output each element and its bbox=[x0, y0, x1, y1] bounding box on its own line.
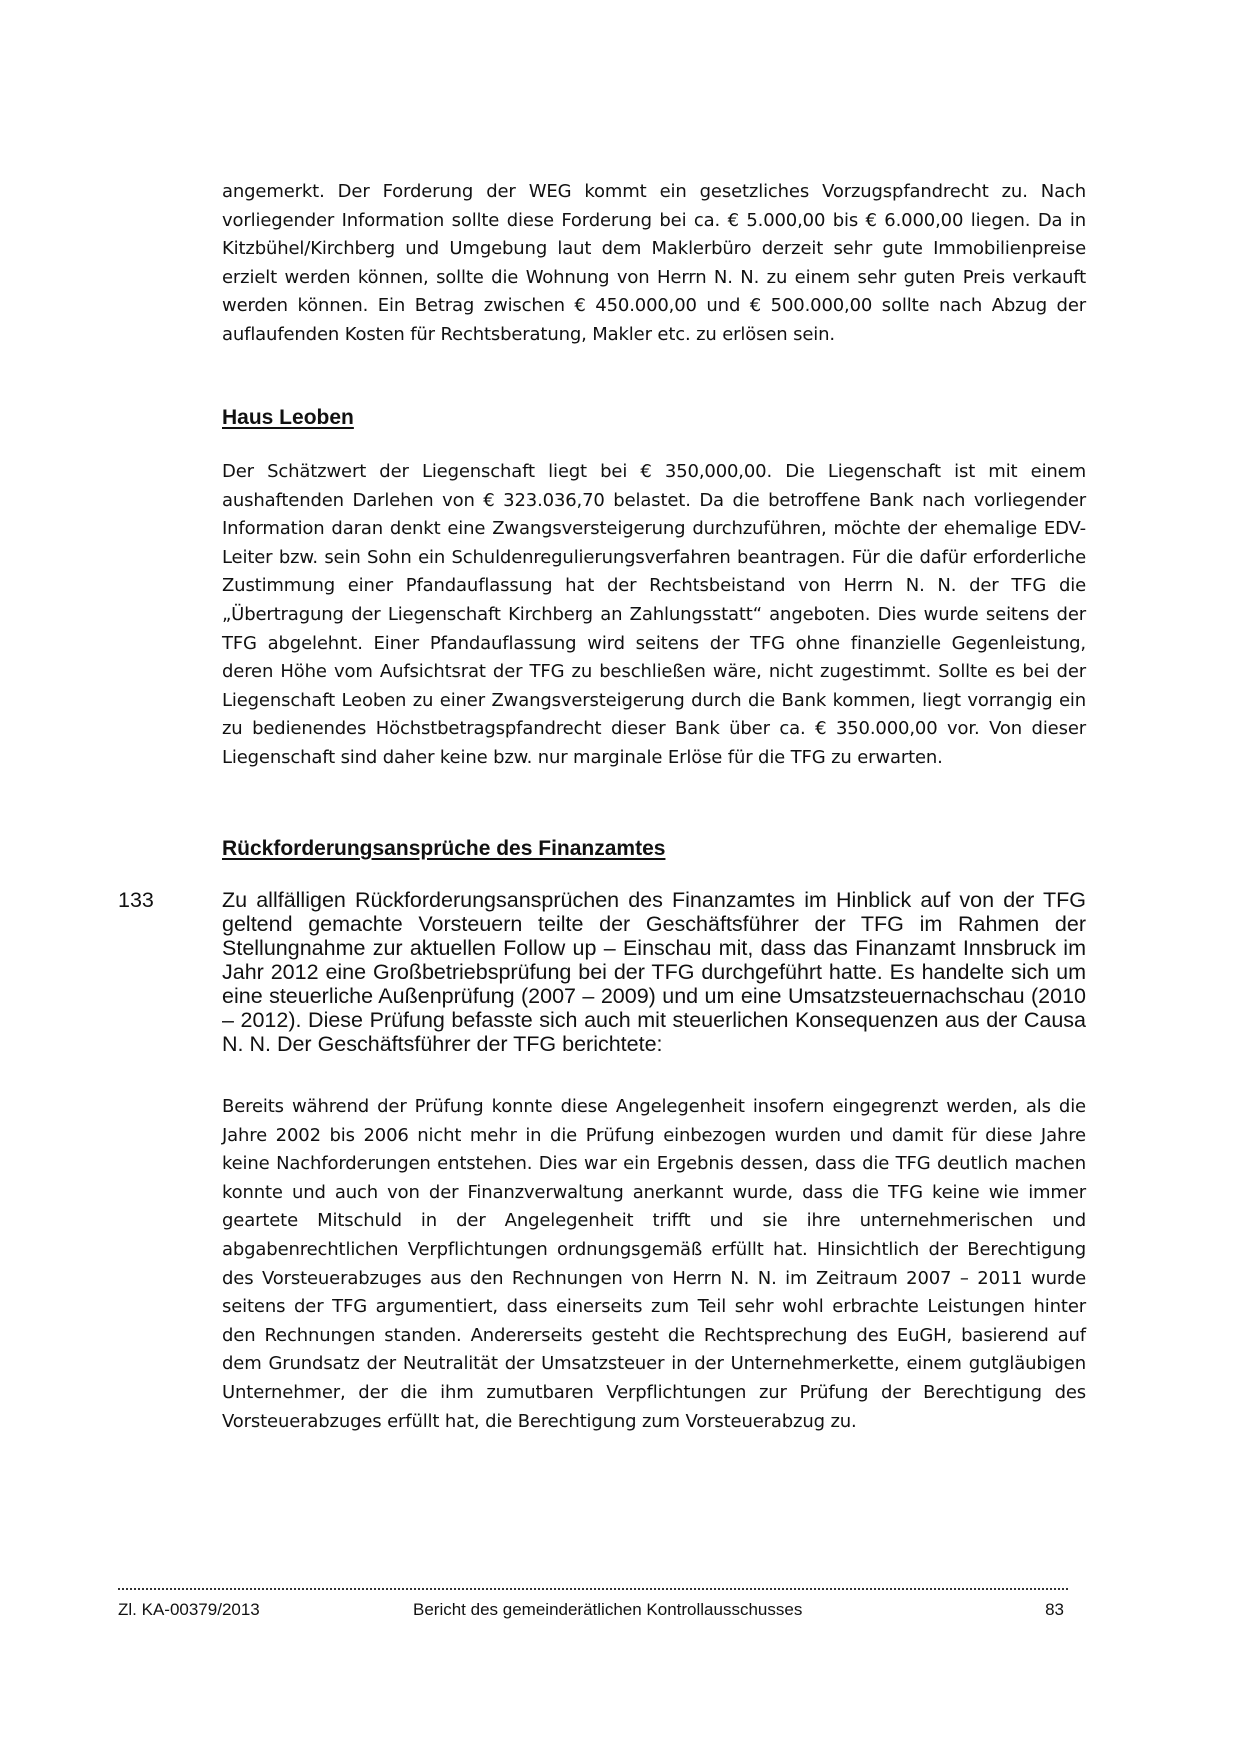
page-footer bbox=[118, 1600, 1068, 1624]
footer-title: Bericht des gemeinderätlichen Kontrollausschusses bbox=[413, 1600, 803, 1619]
footer-reference: Zl. KA-00379/2013 bbox=[118, 1600, 260, 1619]
haus-leoben-paragraph: Der Schätzwert der Liegenschaft liegt bei € 350,000,00. Die Liegenschaft ist mit einem aushaftenden Darlehen von € 323.036,70 belastet. Da die betroffene Bank nach vorliegender Information daran denkt eine Zwangsversteigerung durchzuführen, möchte der ehemalige EDV-Leiter bzw. sein Sohn ein Schuldenregulierungsverfahren beantragen. Für die dafür erforderliche Zustimmung einer Pfandauflassung hat der Rechtsbeistand von Herrn N. N. der TFG die „Übertragung der Liegenschaft Kirchberg an Zahlungsstatt“ angeboten. Dies wurde seitens der TFG abgelehnt. Einer Pfandauflassung wird seitens der TFG ohne finanzielle Gegenleistung, deren Höhe vom Aufsichtsrat der TFG zu beschließen wäre, nicht zugestimmt. Sollte es bei der Liegenschaft Leoben zu einer Zwangsversteigerung durch die Bank kommen, liegt vorrangig ein zu bedienendes Höchstbetragspfandrecht dieser Bank über ca. € 350.000,00 vor. Von dieser Liegenschaft sind daher keine bzw. nur marginale Erlöse für die TFG zu erwarten. bbox=[222, 461, 1086, 768]
paragraph-number: 133 bbox=[118, 888, 154, 912]
quoted-statement: Bereits während der Prüfung konnte diese Angelegenheit insofern eingegrenzt werden, als die Jahre 2002 bis 2006 nicht mehr in die Prüfung einbezogen wurden und damit für diese Jahre keine Nachforderungen entstehen. Dies war ein Ergebnis dessen, dass die TFG deutlich machen konnte und auch von der Finanzverwaltung anerkannt wurde, dass die TFG keine wie immer geartete Mitschuld in der Angelegenheit trifft und sie ihre unternehmerischen und abgabenrechtlichen Verpflichtungen ordnungsgemäß erfüllt hat. Hinsichtlich der Berechtigung des Vorsteuerabzuges aus den Rechnungen von Herrn N. N. im Zeitraum 2007 – 2011 wurde seitens der TFG argumentiert, dass einerseits zum Teil sehr wohl erbrachte Leistungen hinter den Rechnungen standen. Andererseits gesteht die Rechtsprechung des EuGH, basierend auf dem Grundsatz der Neutralität der Umsatzsteuer in der Unternehmerkette, einem gutgläubigen Unternehmer, der die ihm zumutbaren Verpflichtungen zur Prüfung der Berechtigung des Vorsteuerabzuges erfüllt hat, die Berechtigung zum Vorsteuerabzug zu. bbox=[222, 1096, 1086, 1432]
footer-divider bbox=[118, 1588, 1068, 1590]
footer-page-number: 83 bbox=[1045, 1600, 1064, 1619]
haus-leoben-heading: Haus Leoben bbox=[222, 406, 354, 429]
paragraph-133-text: Zu allfälligen Rückforderungsansprüchen des Finanzamtes im Hinblick auf von der TFG geltend gemachte Vorsteuern teilte der Geschäftsführer der TFG im Rahmen der Stellungnahme zur aktuellen Follow up – Einschau mit, dass das Finanzamt Innsbruck im Jahr 2012 eine Großbetriebsprüfung bei der TFG durchgeführt hatte. Es handelte sich um eine steuerliche Außenprüfung (2007 – 2009) und um eine Umsatzsteuernachschau (2010 – 2012). Diese Prüfung befasste sich auch mit steuerlichen Konsequenzen aus der Causa N. N. Der Geschäftsführer der TFG berichtete: bbox=[222, 888, 1086, 1056]
rueckforderung-heading: Rückforderungsansprüche des Finanzamtes bbox=[222, 837, 666, 860]
intro-paragraph: angemerkt. Der Forderung der WEG kommt ein gesetzliches Vorzugspfandrecht zu. Nach vorliegender Information sollte diese Forderung bei ca. € 5.000,00 bis € 6.000,00 liegen. Da in Kitzbühel/Kirchberg und Umgebung laut dem Maklerbüro derzeit sehr gute Immobilienpreise erzielt werden können, sollte die Wohnung von Herrn N. N. zu einem sehr guten Preis verkauft werden können. Ein Betrag zwischen € 450.000,00 und € 500.000,00 sollte nach Abzug der auflaufenden Kosten für Rechtsberatung, Makler etc. zu erlösen sein. bbox=[222, 181, 1086, 345]
